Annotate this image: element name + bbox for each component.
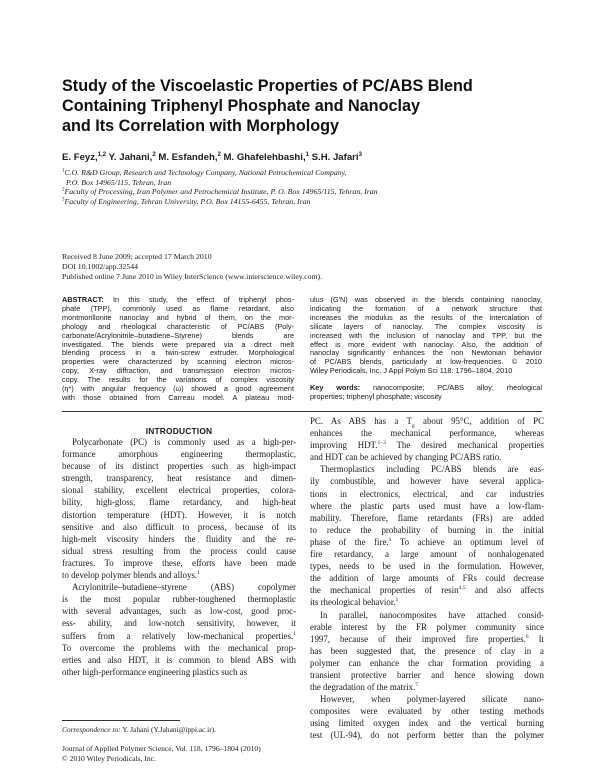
text-line: its rheological behavior.$^1$ xyxy=(310,597,399,608)
affiliation: $^2$Faculty of Processing, Iran Polymer and Petrochemical Institute, P. O. Box 14965/115, Tehran, Iran xyxy=(62,187,378,196)
abstract-line: properties were characterized by scanning electron micros- xyxy=(62,357,294,367)
journal-citation: Journal of Applied Polymer Science, Vol. 118, 1796–1804 (2010) xyxy=(62,744,261,753)
text-line: sidual stress resulting from the process could cause xyxy=(62,545,296,556)
text-line: mability. Therefore, flame retardants (FRs) are added xyxy=(310,512,544,523)
text-line: In parallel, nanocomposites have attached consid- xyxy=(320,609,544,620)
text-line: using limited oxygen index and the vertical burning xyxy=(310,718,544,729)
abstract-line: of PC/ABS blends, particularly at low-frequencies. © 2010 xyxy=(310,357,542,367)
keywords: Key words: nanocomposite; PC/ABS alloy; rheological xyxy=(310,383,542,393)
abstract-line: indicating the formation of a network structure that xyxy=(310,303,542,313)
affiliation-cont: P.O. Box 14965/115, Tehran, Iran xyxy=(66,177,172,187)
author: Y. Jahani,$^2$ xyxy=(108,151,156,163)
doi: DOI 10.1002/app.32544 xyxy=(62,261,139,271)
abstract-line: increased with the inclusion of nanoclay and TPP, but the xyxy=(310,330,542,340)
abstract-line: nanoclay significantly enhances the non Newtonian behavior xyxy=(310,348,542,358)
keywords-label: Key words: xyxy=(310,383,361,393)
abstract-label: ABSTRACT: xyxy=(62,295,104,304)
affiliation: $^3$Faculty of Engineering, Tehran University, P.O. Box 14155-6455, Tehran, Iran xyxy=(62,196,311,206)
author: E. Feyz,$^{1,2}$ xyxy=(62,151,107,163)
text-line: types, needs to be used in the formulation. However, xyxy=(310,561,544,572)
text-line: with several advantages, such as low-cost, good proc- xyxy=(62,606,296,617)
text-line: Thermoplastics including PC/ABS blends are eas- xyxy=(320,464,544,475)
text-line: distortion temperature (HDT). However, it is notch xyxy=(62,509,296,520)
text-line: polymer can enhance the char formation providing a xyxy=(310,657,544,668)
publication-dates xyxy=(62,252,542,281)
author: M. Esfandeh,$^2$ xyxy=(158,151,221,163)
title-line: Containing Triphenyl Phosphate and Nanoclay xyxy=(62,97,420,115)
abstract-line: with those obtained from Carreau model. A plateau mod- xyxy=(62,392,294,402)
published-online: Published online 7 June 2010 in Wiley InterScience (www.interscience.wiley.com). xyxy=(62,271,323,281)
author: M. Ghafelehbashi,$^1$ xyxy=(223,151,309,163)
abstract-line: montmorillonite nanoclay and hybrid of them, on the mor- xyxy=(62,312,294,322)
title-line: Study of the Viscoelastic Properties of PC/ABS Blend xyxy=(62,77,473,95)
text-line: Polycarbonate (PC) is commonly used as a high-per- xyxy=(72,437,296,447)
text-line: suffers from a relatively low-mechanical properties.$^1$ xyxy=(62,630,296,641)
text-line: fire retardancy, a large amount of nonhalogenated xyxy=(310,549,544,560)
author-list xyxy=(62,152,542,164)
text-line: tions in electronics, electrical, and car industries xyxy=(310,488,544,499)
copyright: © 2010 Wiley Periodicals, Inc. xyxy=(62,753,156,763)
text-line: fractures. To improve these, efforts have been made xyxy=(62,557,296,568)
abstract-line: (η*) with angular frequency (ω) showed a good agreement xyxy=(62,384,294,394)
text-line: enhances the mechanical performance, whereas xyxy=(310,428,544,439)
title-line: and Its Correlation with Morphology xyxy=(62,117,339,135)
paper-title xyxy=(62,76,542,136)
abstract-left: ABSTRACT: In this study, the effect of triphenyl phos- phate (TPP), commonly used as flame retardant, also montmorillonite nanoclay and hybrid of them, on the mor- phology and rheological characteristic of PC/ABS (Poly- carbonate/Acrylonitrile–butadiene–Styrene) blends are investigated. The blends were prepared via a direct melt blending process in a twin-screw extruder. Morphological properties were characterized by scanning electron micros- copy, X-ray diffraction, and transmission electron micros- copy. The results for the variations of complex viscosity (η*) with angular frequency (ω) showed a good agreement with those obtained from Carreau model. A plateau mod- xyxy=(62,295,294,402)
abstract-line: carbonate/Acrylonitrile–butadiene–Styrene) blends are xyxy=(62,330,294,340)
text-line: ily combustible, and however have several applica- xyxy=(310,476,544,487)
text-line: the addition of large amounts of FRs could decrease xyxy=(310,573,544,584)
text-line: sensitive and also difficult to process, because of its xyxy=(62,521,296,532)
text-line: formance amorphous engineering thermoplastic, xyxy=(62,449,296,460)
body-column-left xyxy=(62,436,296,678)
text-line: test (UL-94), do not perform better than the polymer xyxy=(310,730,544,741)
text-line: bility, high-gloss, flame retardancy, and high-heat xyxy=(62,497,296,508)
text-line: erties and also HDT, it is common to blend ABS with xyxy=(62,654,296,665)
text-line: sional stability, excellent electrical properties, colora- xyxy=(62,485,296,496)
text-line: and HDT can be achieved by changing PC/ABS ratio. xyxy=(310,452,502,463)
text-line: strength, transparency, heat resistance and dimen- xyxy=(62,473,296,484)
affiliations xyxy=(62,168,542,206)
text-line: where the plastic parts used must have a low-flam- xyxy=(310,500,544,511)
text-line: transient protective barrier and hence slowing down xyxy=(310,669,544,680)
text-line: to develop polymer blends and alloys.$^1$ xyxy=(62,570,200,581)
text-line: improving HDT.$^{1-3}$ The desired mechanical properties xyxy=(310,440,544,451)
abstract-line: phology and rheological characteristic of PC/ABS (Poly- xyxy=(62,321,294,331)
abstract-line: blending process in a twin-screw extruder. Morphological xyxy=(62,348,294,358)
abstract-line: effect is more evident with nanoclay. Also, the addition of xyxy=(310,339,542,349)
text-line: However, when polymer-layered silicate nano- xyxy=(320,694,544,705)
author: S.H. Jafari$^3$ xyxy=(311,151,362,163)
text-line: composites were evaluated by other testing methods xyxy=(310,706,544,717)
journal-info xyxy=(62,744,302,763)
abstract-line: copy, X-ray diffraction, and transmission electron micros- xyxy=(62,366,294,376)
text-line: high-melt viscosity hinders the fluidity and the re- xyxy=(62,533,296,544)
abstract-line: increases the modulus as the results of the intercalation of xyxy=(310,312,542,322)
text-line: To overcome the problems with the mechanical prop- xyxy=(62,642,296,653)
abstract-line: ulus (G′N) was observed in the blends containing nanoclay, xyxy=(310,295,542,304)
correspondence-footnote: Correspondence to: Y. Jahani (Y.Jahani@ippi.ac.ir). xyxy=(62,725,216,734)
text-line: 1997, because of their improved fire properties.$^6$ It xyxy=(310,633,545,644)
text-line: other high-performance engineering plastics such as xyxy=(62,666,248,677)
keywords-line: properties; triphenyl phosphate; viscosity xyxy=(310,392,442,402)
section-heading: INTRODUCTION xyxy=(145,426,213,436)
text-line: to reduce the probability of burning in the initial xyxy=(310,524,544,535)
text-line: the mechanical properties of resin$^{4,5}$ and also affects xyxy=(310,585,544,596)
text-line: ess- ability, and low-notch sensitivity, however, it xyxy=(62,618,296,629)
abstract-right xyxy=(310,296,542,402)
text-line: erable interest by the FR polymer community since xyxy=(310,621,544,632)
text-line: the degradation of the matrix.$^7$ xyxy=(310,682,419,693)
text-line: PC. As ABS has a $T_g$ about 95°C, addition of PC xyxy=(310,416,544,429)
abstract-line: phate (TPP), commonly used as flame retardant, also xyxy=(62,303,294,313)
abstract-line: copy. The results for the variations of complex viscosity xyxy=(62,375,294,385)
abstract-line: silicate layers of nanoclay. The complex viscosity is xyxy=(310,321,542,331)
abstract-line: Wiley Periodicals, Inc. J Appl Polym Sci 118: 1796–1804, 2010 xyxy=(310,366,513,376)
text-line: Acrylonitrile–butadiene–styrene (ABS) copolymer xyxy=(72,582,296,593)
text-line: because of its distinct properties such as high-impact xyxy=(62,461,296,472)
body-column-right xyxy=(310,415,544,742)
received-date: Received 8 June 2009; accepted 17 March 2010 xyxy=(62,252,212,261)
footnote-rule xyxy=(62,720,180,721)
text-line: has been suggested that, the presence of clay in a xyxy=(310,645,544,656)
text-line: is the most popular rubber-toughened thermoplastic xyxy=(62,594,296,605)
text-line: phase of the fire.$^1$ To achieve an optimum level of xyxy=(310,536,544,547)
section-divider xyxy=(62,411,542,412)
abstract-line: investigated. The blends were prepared via a direct melt xyxy=(62,339,294,349)
affiliation: $^1$C.O. R&D Group, Research and Technology Company, National Petrochemical Company, xyxy=(62,168,347,177)
